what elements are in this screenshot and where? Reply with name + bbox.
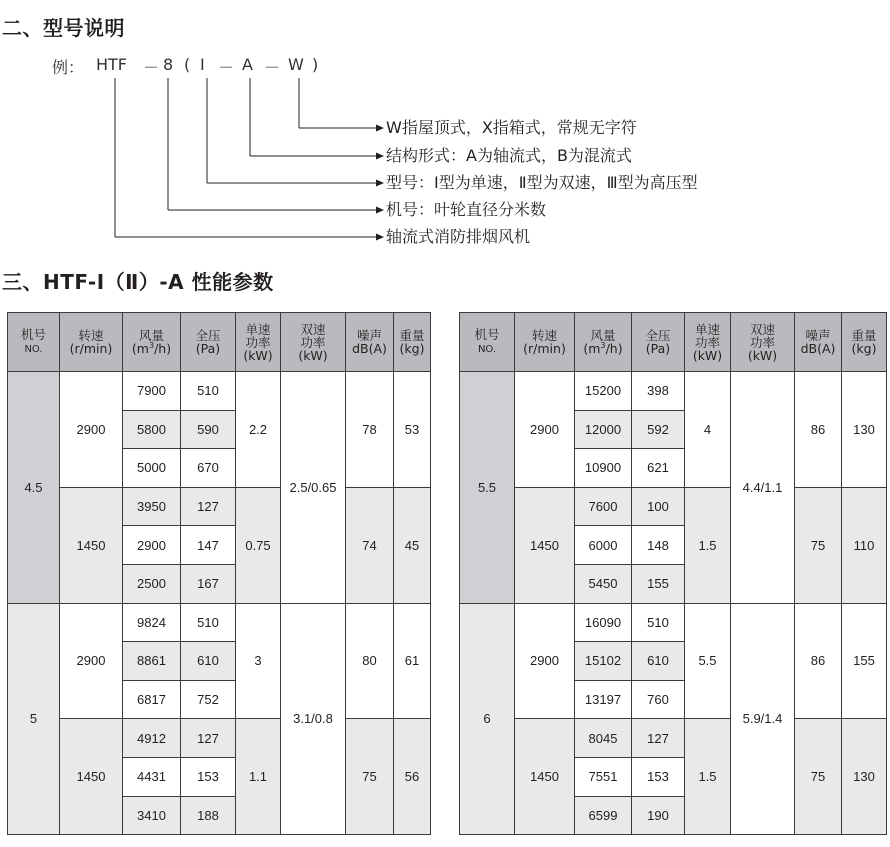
section-2-title: 二、型号说明 <box>2 16 125 40</box>
single-power-cell: 1.5 <box>685 719 731 835</box>
speed-cell: 1450 <box>60 719 123 835</box>
weight-cell: 53 <box>394 372 431 488</box>
pressure-cell: 670 <box>181 449 236 488</box>
example-token: A <box>242 55 253 74</box>
pressure-cell: 190 <box>632 796 685 835</box>
header-weight: 重量 (kg) <box>394 313 431 372</box>
noise-cell: 86 <box>795 372 842 488</box>
single-power-cell: 4 <box>685 372 731 488</box>
header-no: 机号 NO. <box>8 313 60 372</box>
pressure-cell: 153 <box>181 757 236 796</box>
airflow-cell: 3410 <box>123 796 181 835</box>
single-power-cell: 5.5 <box>685 603 731 719</box>
pressure-cell: 760 <box>632 680 685 719</box>
airflow-cell: 15200 <box>575 372 632 411</box>
speed-cell: 2900 <box>515 372 575 488</box>
header-airflow: 风量 $(m^3/h)$ <box>575 313 632 372</box>
pressure-cell: 398 <box>632 372 685 411</box>
airflow-cell: 5000 <box>123 449 181 488</box>
example-token: W <box>288 55 304 74</box>
example-token: HTF <box>96 55 128 74</box>
single-power-cell: 0.75 <box>236 487 281 603</box>
explanation-item: 结构形式：A为轴流式，B为混流式 <box>386 146 632 165</box>
table-header <box>8 313 431 372</box>
speed-cell: 1450 <box>515 719 575 835</box>
dual-power-cell: 4.4/1.1 <box>731 372 795 604</box>
airflow-cell: 6599 <box>575 796 632 835</box>
table-row <box>460 603 887 642</box>
example-token: Ⅰ <box>200 55 205 74</box>
header-dual-power: 双速 功率 (kW) <box>731 313 795 372</box>
airflow-cell: 13197 <box>575 680 632 719</box>
speed-cell: 2900 <box>60 603 123 719</box>
noise-cell: 75 <box>795 487 842 603</box>
pressure-cell: 153 <box>632 757 685 796</box>
airflow-cell: 8045 <box>575 719 632 758</box>
airflow-cell: 5800 <box>123 410 181 449</box>
pressure-cell: 610 <box>632 642 685 681</box>
explanation-item: 机号：叶轮直径分米数 <box>386 200 547 219</box>
airflow-cell: 4912 <box>123 719 181 758</box>
pressure-cell: 148 <box>632 526 685 565</box>
table-header <box>460 313 887 372</box>
pressure-cell: 127 <box>632 719 685 758</box>
example-token: － <box>218 58 235 77</box>
noise-cell: 75 <box>795 719 842 835</box>
weight-cell: 155 <box>842 603 887 719</box>
table-row <box>8 603 431 642</box>
table-row <box>460 719 887 758</box>
weight-cell: 45 <box>394 487 431 603</box>
airflow-cell: 4431 <box>123 757 181 796</box>
header-speed: 转速 (r/min) <box>515 313 575 372</box>
model-no: 6 <box>460 603 515 835</box>
header-speed: 转速 (r/min) <box>60 313 123 372</box>
dual-power-cell: 3.1/0.8 <box>281 603 346 835</box>
model-no: 4.5 <box>8 372 60 604</box>
example-token: － <box>143 58 160 77</box>
single-power-cell: 3 <box>236 603 281 719</box>
dual-power-cell: 2.5/0.65 <box>281 372 346 604</box>
header-single-power: 单速 功率 (kW) <box>236 313 281 372</box>
airflow-cell: 2900 <box>123 526 181 565</box>
speed-cell: 2900 <box>60 372 123 488</box>
header-weight: 重量 (kg) <box>842 313 887 372</box>
explanation-item: 轴流式消防排烟风机 <box>386 227 531 246</box>
weight-cell: 130 <box>842 372 887 488</box>
table-row <box>8 719 431 758</box>
airflow-cell: 8861 <box>123 642 181 681</box>
performance-table-right <box>459 312 887 835</box>
airflow-cell: 7900 <box>123 372 181 411</box>
airflow-cell: 7600 <box>575 487 632 526</box>
airflow-cell: 9824 <box>123 603 181 642</box>
speed-cell: 1450 <box>60 487 123 603</box>
pressure-cell: 621 <box>632 449 685 488</box>
noise-cell: 80 <box>346 603 394 719</box>
single-power-cell: 2.2 <box>236 372 281 488</box>
table-row <box>460 487 887 526</box>
airflow-cell: 6000 <box>575 526 632 565</box>
noise-cell: 86 <box>795 603 842 719</box>
pressure-cell: 590 <box>181 410 236 449</box>
header-single-power: 单速 功率 (kW) <box>685 313 731 372</box>
airflow-cell: 5450 <box>575 564 632 603</box>
single-power-cell: 1.1 <box>236 719 281 835</box>
speed-cell: 2900 <box>515 603 575 719</box>
example-token: 8 <box>163 55 174 74</box>
weight-cell: 110 <box>842 487 887 603</box>
airflow-cell: 10900 <box>575 449 632 488</box>
header-airflow: 风量 $(m^3/h)$ <box>123 313 181 372</box>
weight-cell: 130 <box>842 719 887 835</box>
pressure-cell: 510 <box>181 603 236 642</box>
airflow-cell: 7551 <box>575 757 632 796</box>
single-power-cell: 1.5 <box>685 487 731 603</box>
explanation-item: 型号：Ⅰ型为单速，Ⅱ型为双速，Ⅲ型为高压型 <box>386 173 698 192</box>
header-no: 机号 NO. <box>460 313 515 372</box>
weight-cell: 56 <box>394 719 431 835</box>
noise-cell: 75 <box>346 719 394 835</box>
pressure-cell: 155 <box>632 564 685 603</box>
pressure-cell: 188 <box>181 796 236 835</box>
section-3-title: 三、HTF-Ⅰ（Ⅱ）-A 性能参数 <box>2 270 274 294</box>
pressure-cell: 100 <box>632 487 685 526</box>
header-noise: 噪声 dB(A) <box>346 313 394 372</box>
example-token: ( <box>184 55 191 74</box>
airflow-cell: 6817 <box>123 680 181 719</box>
pressure-cell: 167 <box>181 564 236 603</box>
airflow-cell: 3950 <box>123 487 181 526</box>
airflow-cell: 15102 <box>575 642 632 681</box>
table-row <box>8 487 431 526</box>
performance-table-left <box>7 312 431 835</box>
header-dual-power: 双速 功率 (kW) <box>281 313 346 372</box>
pressure-cell: 127 <box>181 719 236 758</box>
speed-cell: 1450 <box>515 487 575 603</box>
weight-cell: 61 <box>394 603 431 719</box>
model-no: 5.5 <box>460 372 515 604</box>
noise-cell: 78 <box>346 372 394 488</box>
airflow-cell: 2500 <box>123 564 181 603</box>
pressure-cell: 510 <box>181 372 236 411</box>
airflow-cell: 12000 <box>575 410 632 449</box>
pressure-cell: 147 <box>181 526 236 565</box>
pressure-cell: 510 <box>632 603 685 642</box>
example-token: － <box>264 58 281 77</box>
pressure-cell: 752 <box>181 680 236 719</box>
header-pressure: 全压 (Pa) <box>181 313 236 372</box>
header-noise: 噪声 dB(A) <box>795 313 842 372</box>
model-no: 5 <box>8 603 60 835</box>
airflow-cell: 16090 <box>575 603 632 642</box>
pressure-cell: 592 <box>632 410 685 449</box>
explanation-item: W指屋顶式，X指箱式，常规无字符 <box>386 118 637 137</box>
dual-power-cell: 5.9/1.4 <box>731 603 795 835</box>
table-row <box>460 372 887 411</box>
table-row <box>8 372 431 411</box>
noise-cell: 74 <box>346 487 394 603</box>
example-prefix: 例： <box>52 58 85 77</box>
pressure-cell: 610 <box>181 642 236 681</box>
pressure-cell: 127 <box>181 487 236 526</box>
example-token: ) <box>312 55 319 74</box>
header-pressure: 全压 (Pa) <box>632 313 685 372</box>
